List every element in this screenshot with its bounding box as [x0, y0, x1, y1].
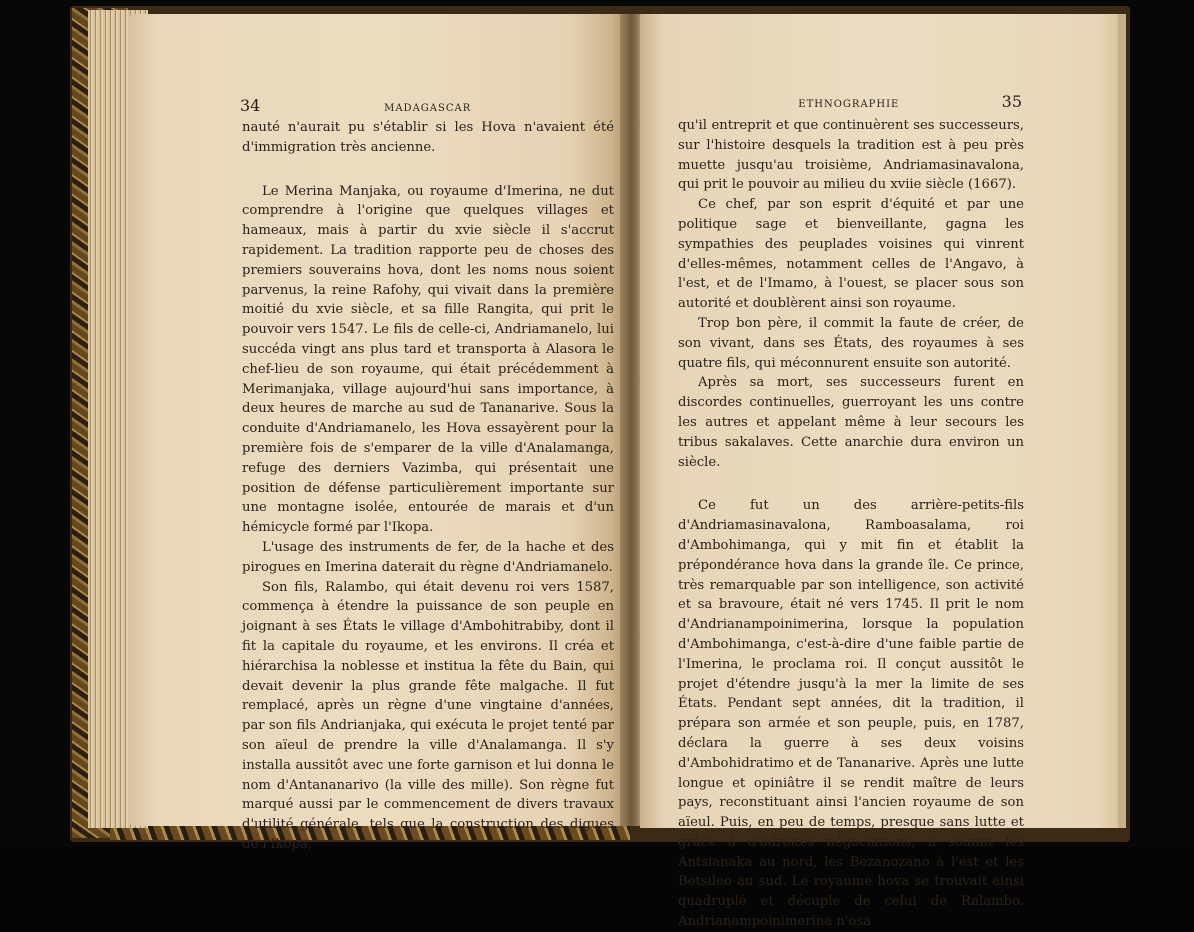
paragraph: Ce fut un des arrière-petits-fils d'Andriamasinavalona, Ramboasalama, roi d'Ambohimanga, qui y mit fin et établit la prépondérance hova dans la grande île. Ce prince, très remarquable par son intelligence, son activité et sa bravoure, était né vers 1745. Il prit le nom d'Andrianampoinimerina, lorsque la population d'Ambohimanga, c'est-à-dire d'une faible partie de l'Imerina, le proclama roi. Il conçut aussitôt le projet d'étendre jusqu'à la mer la limite de ses États. Pendant sept années, dit la tradition, il prépara son armée et son peuple, puis, en 1787, déclara la guerre à ses deux voisins d'Ambohidratimo et de Tananarive. Après une lutte longue et opiniâtre il se rendit maître de leurs pays, reconstituant ainsi l'ancien royaume de son aïeul. Puis, en peu de temps, presque sans lutte et grâce à d'adroites négociations, il soumit les Antsianaka au nord, les Bezanozano à l'est et les Betsileo au sud. Le royaume hova se trouvait ainsi quadruplé et décuple de celui de Ralambo. Andrianampoinimerina n'osa [678, 498, 1024, 930]
left-page-body [242, 118, 614, 855]
paragraph: qu'il entreprit et que continuèrent ses successeurs, sur l'histoire desquels la tradition est à peu près muette jusqu'au troisième, Andriamasinavalona, qui prit le pouvoir au milieu du xviie siècle (1667). [678, 118, 1024, 193]
paragraph: Trop bon père, il commit la faute de créer, de son vivant, dans ses États, des royaumes à ses quatre fils, qui méconnurent ensuite son autorité. [678, 315, 1024, 371]
paragraph: L'usage des instruments de fer, de la hache et des pirogues en Imerina daterait du règne d'Andriamanelo. [242, 539, 614, 575]
paragraph: nauté n'aurait pu s'établir si les Hova n'avaient été d'immigration très ancienne. [242, 120, 614, 155]
right-page-body [678, 116, 1024, 932]
right-running-head [676, 92, 1022, 111]
paragraph: Le Merina Manjaka, ou royaume d'Imerina, ne dut comprendre à l'origine que quelques villages et hameaux, mais à partir du xvie siècle il s'accrut rapidement. La tradition rapporte peu de choses des premiers souverains hova, dont les noms nous soient parvenus, la reine Rafohy, qui vivait dans la première moitié du xvie siècle, et sa fille Rangita, qui prit le pouvoir vers 1547. Le fils de celle-ci, Andriamanelo, lui succéda vingt ans plus tard et transporta à Alasora le chef-lieu de son royaume, qui était précédemment à Merimanjaka, village aujourd'hui sans importance, à deux heures de marche au sud de Tananarive. Sous la conduite d'Andriamanelo, les Hova essayèrent pour la première fois de s'emparer de la ville d'Analamanga, refuge des derniers Vazimba, qui présentait une position de défense particulièrement importante sur une montagne isolée, entourée de marais et d'un hémicycle formé par l'Ikopa. [242, 183, 614, 536]
right-page-number: 35 [1001, 92, 1022, 111]
left-running-head [240, 96, 615, 115]
paragraph: Après sa mort, ses successeurs furent en discordes continuelles, guerroyant les uns contre les autres et appelant même à leur secours les tribus sakalaves. Cette anarchie dura environ un siècle. [678, 375, 1024, 470]
paragraph: Ce chef, par son esprit d'équité et par une politique sage et bienveillante, gagna les sympathies des peuplades voisines qui vinrent d'elles-mêmes, notamment celles de l'Angavo, à l'est, et de l'Imamo, à l'ouest, se placer sous son autorité et doublèrent ainsi son royaume. [678, 197, 1024, 312]
left-running-title: MADAGASCAR [384, 103, 472, 114]
paragraph: Son fils, Ralambo, qui était devenu roi vers 1587, commença à étendre la puissance de son peuple en joignant à ses États le village d'Ambohitrabiby, dont il fit la capitale du royaume, et les environs. Il créa et hiérarchisa la noblesse et institua la fête du Bain, qui devait devenir la plus grande fête malgache. Il fut remplacé, après un règne d'une vingtaine d'années, par son fils Andrianjaka, qui exécuta le projet tenté par son aïeul de prendre la ville d'Analamanga. Il s'y installa aussitôt avec une forte garnison et lui donna le nom d'Antananarivo (la ville des mille). Son règne fut marqué aussi par le commencement de divers travaux d'utilité générale, tels que la construction des digues de l'Ikopa, [242, 579, 614, 852]
left-page-number: 34 [240, 96, 261, 115]
right-page-edge [1118, 14, 1126, 828]
right-running-title: ETHNOGRAPHIE [798, 99, 900, 110]
